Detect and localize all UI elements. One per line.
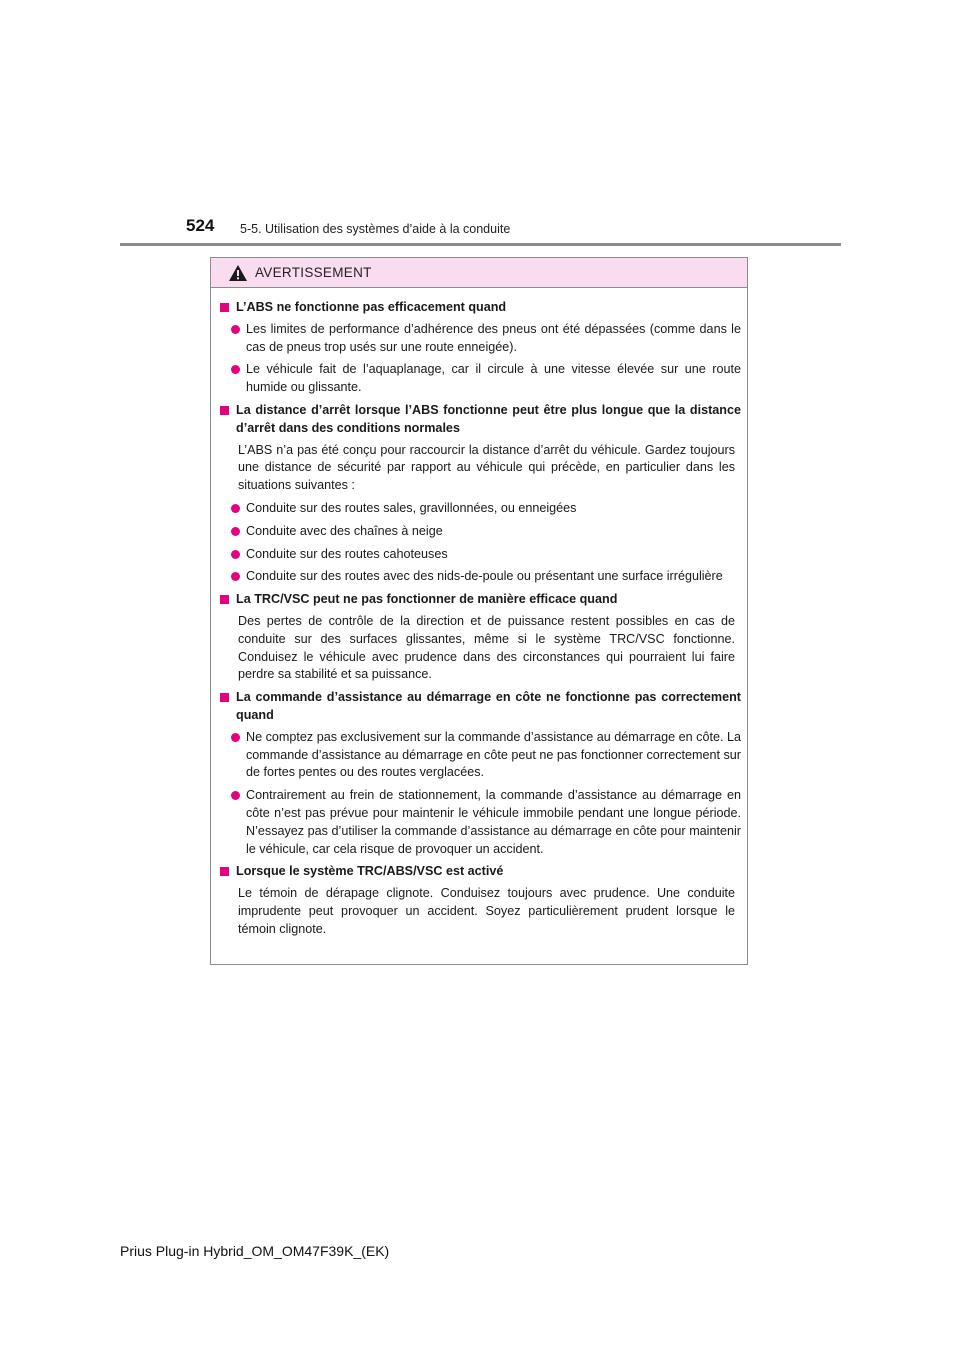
round-bullet-icon <box>231 733 240 742</box>
round-bullet-icon <box>231 365 240 374</box>
heading-text: La commande d’assistance au démarrage en côte ne fonctionne pas correctement quand <box>236 690 741 722</box>
paragraph: Le témoin de dérapage clignote. Conduisez toujours avec prudence. Une conduite imprudente peut provoquer un accident. Soyez particulièrement prudent lorsque le témoin clignote. <box>238 886 735 936</box>
warning-triangle-icon <box>228 264 248 282</box>
section-heading <box>219 591 741 609</box>
round-bullet-icon <box>231 550 240 559</box>
paragraph: L’ABS n’a pas été conçu pour raccourcir la distance d’arrêt du véhicule. Gardez toujours une distance de sécurité par rapport au véhicule qui précède, en particulier dans les situations suivantes : <box>238 442 735 493</box>
heading-text: L’ABS ne fonctionne pas efficacement quand <box>236 300 507 314</box>
list-item <box>219 361 741 397</box>
section-title: 5-5. Utilisation des systèmes d’aide à la conduite <box>240 222 511 236</box>
section-heading <box>219 863 741 881</box>
heading-text: La TRC/VSC peut ne pas fonctionner de manière efficace quand <box>236 592 618 607</box>
warning-header <box>211 258 747 288</box>
warning-title: AVERTISSEMENT <box>255 265 372 280</box>
header-divider <box>120 243 841 246</box>
list-item-text: Conduite sur des routes cahoteuses <box>246 546 448 561</box>
heading-text: Lorsque le système TRC/ABS/VSC est activé <box>236 864 504 879</box>
list-item-text: Le véhicule fait de l’aquaplanage, car il circule à une vitesse élevée sur une route humide ou glissante. <box>246 362 741 395</box>
round-bullet-icon <box>231 527 240 536</box>
section-heading <box>219 402 741 438</box>
footer-document-id: Prius Plug-in Hybrid_OM_OM47F39K_(EK) <box>120 1243 390 1259</box>
square-bullet-icon <box>220 303 229 312</box>
round-bullet-icon <box>231 791 240 800</box>
list-item <box>219 546 741 564</box>
page-number: 524 <box>186 216 215 235</box>
section-heading <box>219 299 741 317</box>
list-item <box>219 729 741 782</box>
round-bullet-icon <box>231 325 240 334</box>
warning-body <box>211 288 747 939</box>
warning-box <box>210 257 748 965</box>
round-bullet-icon <box>231 572 240 581</box>
square-bullet-icon <box>220 406 229 415</box>
heading-text: La distance d’arrêt lorsque l’ABS fonctionne peut être plus longue que la distance d’arrêt dans des conditions normales <box>236 402 741 435</box>
square-bullet-icon <box>220 867 229 876</box>
section-heading <box>219 689 741 725</box>
list-item <box>219 523 741 541</box>
list-item-text: Conduite sur des routes sales, gravillonnées, ou enneigées <box>246 500 577 515</box>
square-bullet-icon <box>220 693 229 702</box>
list-item-text: Les limites de performance d’adhérence des pneus ont été dépassées (comme dans le cas de pneus trop usés sur une route enneigée). <box>246 321 741 354</box>
list-item <box>219 568 741 586</box>
square-bullet-icon <box>220 595 229 604</box>
list-item-text: Conduite avec des chaînes à neige <box>246 523 443 538</box>
list-item-text: Conduite sur des routes avec des nids-de-poule ou présentant une surface irrégulière <box>246 569 723 584</box>
list-item <box>219 500 741 518</box>
list-item-text: Ne comptez pas exclusivement sur la commande d’assistance au démarrage en côte. La commande d’assistance au démarrage en côte peut ne pas fonctionner correctement sur de fortes pentes ou des routes verglacées. <box>246 729 741 780</box>
round-bullet-icon <box>231 504 240 513</box>
list-item <box>219 321 741 357</box>
list-item-text: Contrairement au frein de stationnement, la commande d’assistance au démarrage en côte n’est pas prévue pour maintenir le véhicule immobile pendant une longue période. N’essayez pas d’utiliser la commande d’assistance au démarrage en côte pour maintenir le véhicule, car cela risque de provoquer un accident. <box>246 788 741 856</box>
paragraph: Des pertes de contrôle de la direction et de puissance restent possibles en cas de conduite sur des surfaces glissantes, même si le système TRC/VSC fonctionne. Conduisez le véhicule avec prudence dans des circonstances qui pourraient lui faire perdre sa stabilité et sa puissance. <box>238 613 735 682</box>
list-item <box>219 787 741 858</box>
